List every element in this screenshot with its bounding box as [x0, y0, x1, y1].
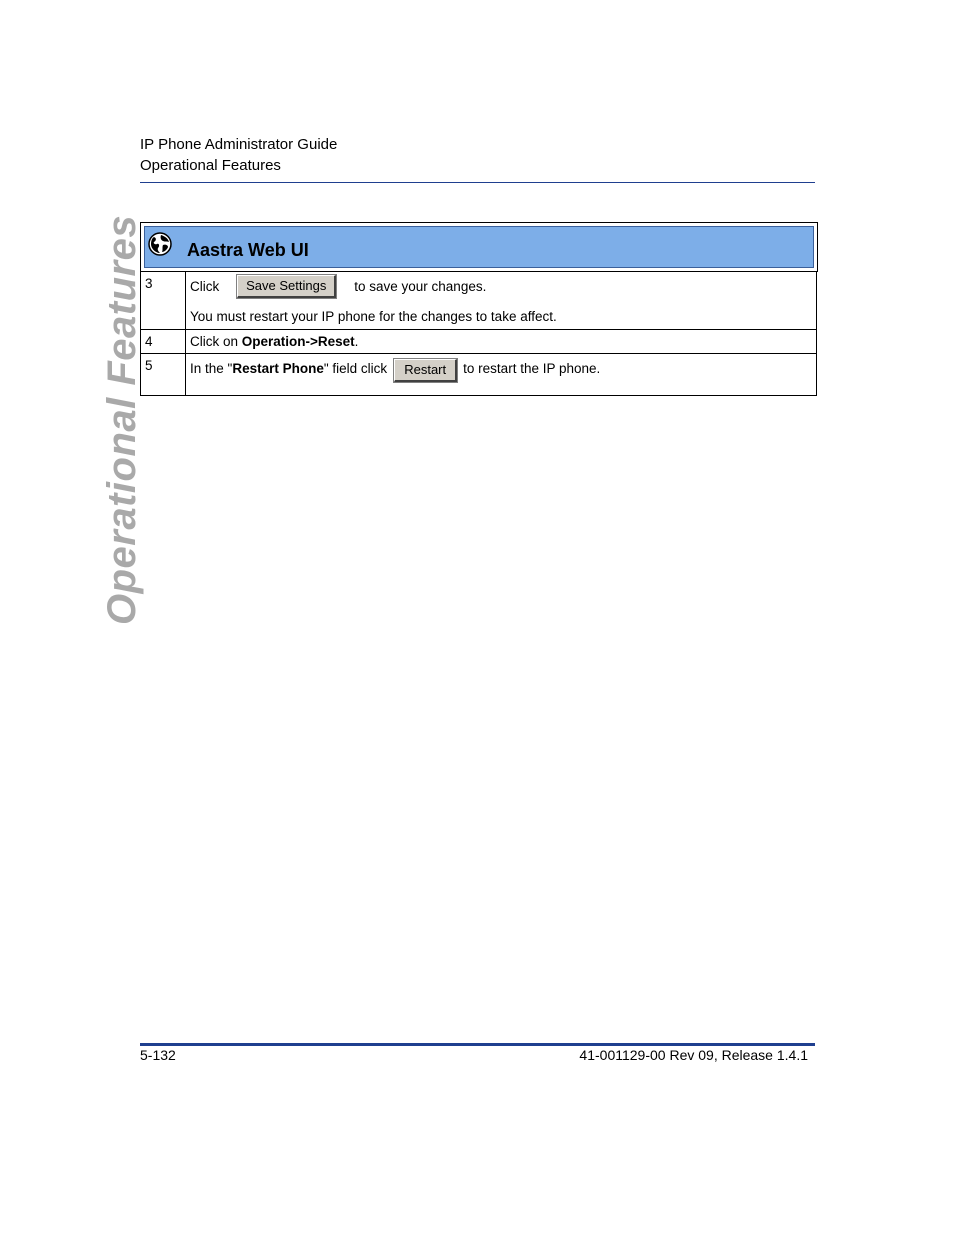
step-number: 3: [141, 272, 186, 330]
step-content: [186, 272, 817, 330]
header-title: IP Phone Administrator Guide: [140, 136, 338, 153]
table-row: [141, 272, 817, 330]
steps-table: [140, 271, 817, 396]
table-row: [141, 354, 817, 396]
step-note: You must restart your IP phone for the changes to take affect.: [190, 309, 557, 324]
procedure-box: [140, 222, 818, 396]
step-text: " field click: [323, 361, 388, 377]
side-section-title: Operational Features: [100, 214, 144, 625]
table-row: [141, 330, 817, 354]
procedure-header: [144, 226, 814, 268]
step-text: to restart the IP phone.: [463, 361, 601, 377]
header-rule: [140, 182, 815, 183]
step-number: 5: [141, 354, 186, 396]
step-text: to save your changes.: [354, 279, 487, 295]
menu-path: Operation->Reset: [241, 334, 355, 349]
step-content: [186, 354, 817, 396]
footer-rule: [140, 1043, 815, 1046]
globe-icon: [148, 232, 172, 256]
save-settings-button[interactable]: Save Settings: [237, 275, 336, 298]
restart-button[interactable]: Restart: [394, 359, 457, 382]
step-text: Click: [190, 279, 220, 295]
document-id: 41-001129-00 Rev 09, Release 1.4.1: [579, 1047, 808, 1063]
procedure-header-frame: [140, 222, 818, 272]
field-name: Restart Phone: [232, 361, 324, 377]
step-text: Click on: [190, 334, 242, 349]
step-text: .: [354, 334, 359, 349]
header-section: Operational Features: [140, 157, 281, 174]
step-number: 4: [141, 330, 186, 354]
page-number: 5-132: [140, 1047, 176, 1063]
step-text: In the ": [190, 361, 233, 377]
step-content: [186, 330, 817, 354]
procedure-title: Aastra Web UI: [187, 240, 309, 260]
